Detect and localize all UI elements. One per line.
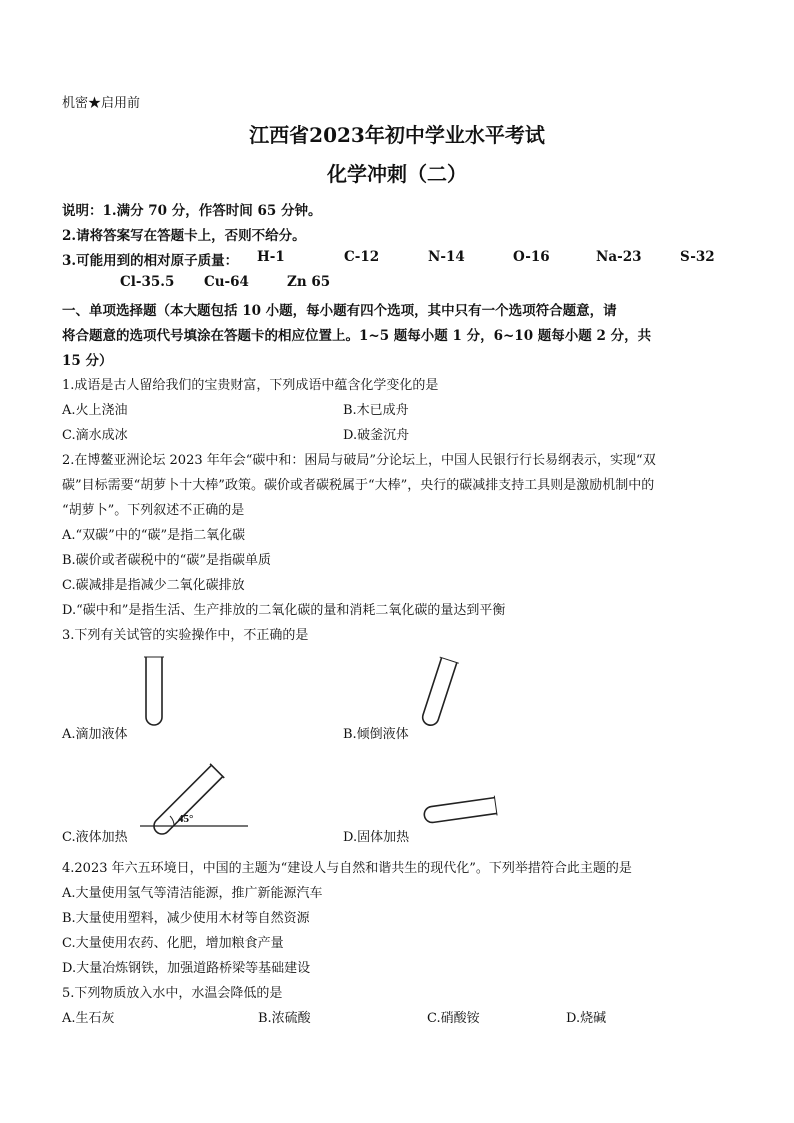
test-tube-horizontal-figure <box>424 792 504 828</box>
q1-option-c: C.滴水成冰 <box>62 428 128 443</box>
q1-option-d: D.破釜沉舟 <box>343 428 410 443</box>
q2-option-c: C.碳减排是指减少二氧化碳排放 <box>62 578 245 593</box>
atomic-mass-cl: Cl-35.5 <box>120 274 175 290</box>
q5-option-a: A.生石灰 <box>62 1011 115 1026</box>
section1-line3: 15 分） <box>62 353 113 369</box>
exam-title: 江西省2023年初中学业水平考试 <box>249 123 545 147</box>
confidential-mark: 机密★启用前 <box>62 96 141 111</box>
q3-option-d: D.固体加热 <box>343 830 410 845</box>
exam-subtitle: 化学冲刺（二） <box>327 162 467 186</box>
instruction-3: 3.可能用到的相对原子质量： <box>62 253 239 269</box>
q3-stem: 3.下列有关试管的实验操作中，不正确的是 <box>62 628 309 643</box>
q4-option-c: C.大量使用农药、化肥，增加粮食产量 <box>62 936 284 951</box>
q3-option-a: A.滴加液体 <box>62 727 128 742</box>
atomic-mass-cu: Cu-64 <box>204 274 249 290</box>
atomic-mass-na: Na-23 <box>596 249 642 265</box>
q1-option-b: B.木已成舟 <box>343 403 409 418</box>
q4-option-d: D.大量冶炼钢铁，加强道路桥梁等基础建设 <box>62 961 311 976</box>
test-tube-45deg-figure <box>140 768 250 836</box>
q2-option-b: B.碳价或者碳税中的“碳”是指碳单质 <box>62 553 271 568</box>
atomic-mass-s: S-32 <box>680 249 715 265</box>
q2-option-d: D.“碳中和”是指生活、生产排放的二氧化碳的量和消耗二氧化碳的量达到平衡 <box>62 603 506 618</box>
q1-option-a: A.火上浇油 <box>62 403 128 418</box>
atomic-mass-n: N-14 <box>428 249 465 265</box>
section1-line2: 将合题意的选项代号填涂在答题卡的相应位置上。1~5 题每小题 1 分，6~10 题每小题 2 分，共 <box>62 328 652 344</box>
q2-stem-line2: 碳”目标需要“胡萝卜十大棒”政策。碳价或者碳税属于“大棒”，央行的碳减排支持工具则是激励机制中的 <box>62 478 655 493</box>
q5-option-b: B.浓硫酸 <box>258 1011 311 1026</box>
section1-line1: 一、单项选择题（本大题包括 10 小题，每小题有四个选项，其中只有一个选项符合题意，请 <box>62 303 617 319</box>
q2-option-a: A.“双碳”中的“碳”是指二氧化碳 <box>62 528 246 543</box>
q4-option-b: B.大量使用塑料，减少使用木材等自然资源 <box>62 911 310 926</box>
q1-stem: 1.成语是古人留给我们的宝贵财富，下列成语中蕴含化学变化的是 <box>62 378 439 393</box>
q4-stem: 4.2023 年六五环境日，中国的主题为“建设人与自然和谐共生的现代化”。下列举措符合此主题的是 <box>62 861 632 876</box>
angle-label: 45° <box>178 813 194 825</box>
test-tube-tilted-figure <box>415 655 465 735</box>
q2-stem-line1: 2.在博鳌亚洲论坛 2023 年年会“碳中和：困局与破局”分论坛上，中国人民银行行长易纲表示，实现“双 <box>62 453 656 468</box>
q4-option-a: A.大量使用氢气等清洁能源，推广新能源汽车 <box>62 886 323 901</box>
atomic-mass-h: H-1 <box>257 249 285 265</box>
instruction-2: 2.请将答案写在答题卡上，否则不给分。 <box>62 228 306 244</box>
q5-stem: 5.下列物质放入水中，水温会降低的是 <box>62 986 283 1001</box>
instruction-1: 说明：1.满分 70 分，作答时间 65 分钟。 <box>62 203 322 219</box>
atomic-mass-c: C-12 <box>344 249 380 265</box>
q5-option-d: D.烧碱 <box>566 1011 607 1026</box>
atomic-mass-o: O-16 <box>513 249 550 265</box>
test-tube-vertical-figure <box>140 655 170 730</box>
q2-stem-line3: “胡萝卜”。下列叙述不正确的是 <box>62 503 245 518</box>
q5-option-c: C.硝酸铵 <box>427 1011 480 1026</box>
q3-option-b: B.倾倒液体 <box>343 727 409 742</box>
atomic-mass-zn: Zn 65 <box>287 274 331 290</box>
q3-option-c: C.液体加热 <box>62 830 128 845</box>
